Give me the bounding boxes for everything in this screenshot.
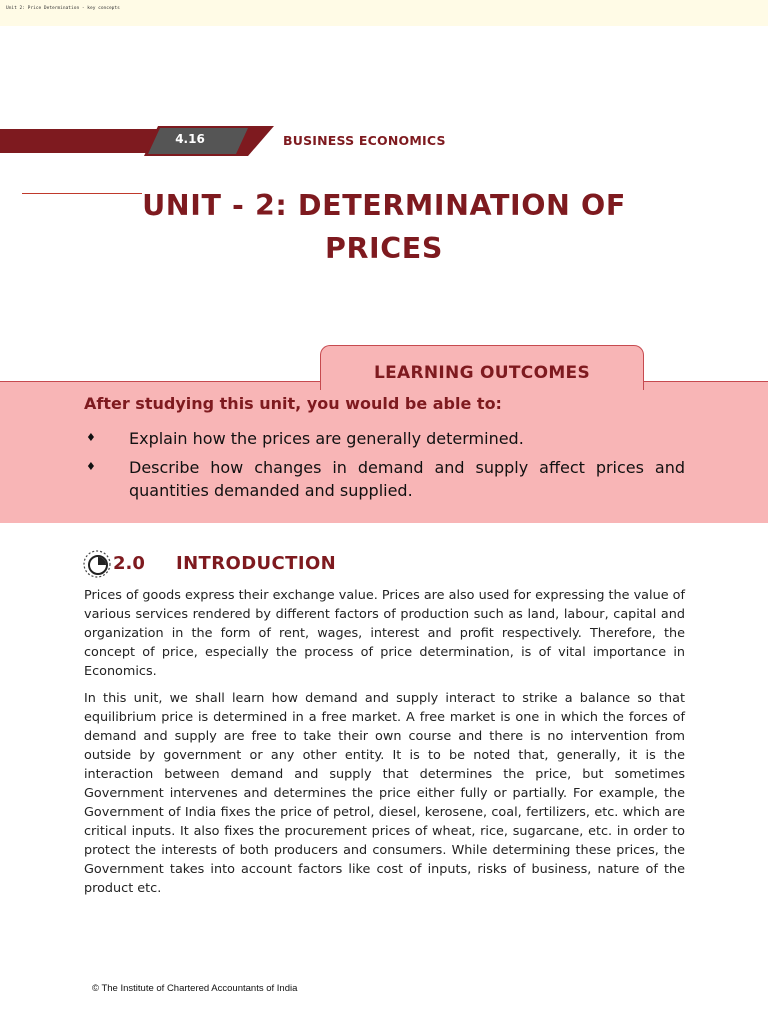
intro-paragraph-1: Prices of goods express their exchange value. Prices are also used for expressing the value of various services rendered by different factors of production such as land, labour, capital and organization in the form of rent, wages, interest and profit respectively. Therefore, the concept of price, especially the process of price determination, is of vital importance in Economics. <box>84 588 685 679</box>
bullet-diamond-icon: ♦ <box>86 431 96 444</box>
outcome-item: quantities demanded and supplied. <box>129 481 413 500</box>
page-number: 4.16 <box>175 132 205 146</box>
outcome-item: Describe how changes in demand and supply affect prices and <box>129 458 685 477</box>
unit-title <box>100 184 668 270</box>
book-title: BUSINESS ECONOMICS <box>283 133 446 148</box>
learning-outcomes-lead: After studying this unit, you would be able to: <box>84 394 502 413</box>
learning-outcomes-heading: LEARNING OUTCOMES <box>374 363 590 383</box>
learning-outcomes-tab <box>320 345 644 390</box>
unit-title-line-1: UNIT - 2: DETERMINATION OF <box>142 189 626 222</box>
clock-icon <box>82 549 112 579</box>
bullet-diamond-icon: ♦ <box>86 460 96 473</box>
running-header: Unit 2: Price Determination - key concepts <box>6 6 120 11</box>
outcome-item: Explain how the prices are generally determined. <box>129 429 524 448</box>
badge-shape <box>144 126 274 156</box>
page-number-badge <box>144 126 274 156</box>
section-title: INTRODUCTION <box>176 553 337 574</box>
running-header-strip <box>0 0 768 26</box>
intro-paragraph-2: In this unit, we shall learn how demand and supply interact to strike a balance so that equilibrium price is determined in a free market. A free market is one in which the forces of demand and supply are free to take their own course and there is no intervention from outside by government or any other entity. It is to be noted that, generally, it is the interaction between demand and supply that determines the price, but sometimes Government intervenes and determines the price either fully or partially. For example, the Government of India fixes the price of petrol, diesel, kerosene, coal, fertilizers, etc. which are critical inputs. It also fixes the procurement prices of wheat, rice, sugarcane, etc. in order to protect the interests of both producers and consumers. While determining these prices, the Government takes into account factors like cost of inputs, risks of business, nature of the product etc. <box>84 691 685 896</box>
unit-title-line-2: PRICES <box>325 232 443 265</box>
footer-copyright: © The Institute of Chartered Accountants of India <box>92 983 298 994</box>
section-number: 2.0 <box>113 553 145 574</box>
